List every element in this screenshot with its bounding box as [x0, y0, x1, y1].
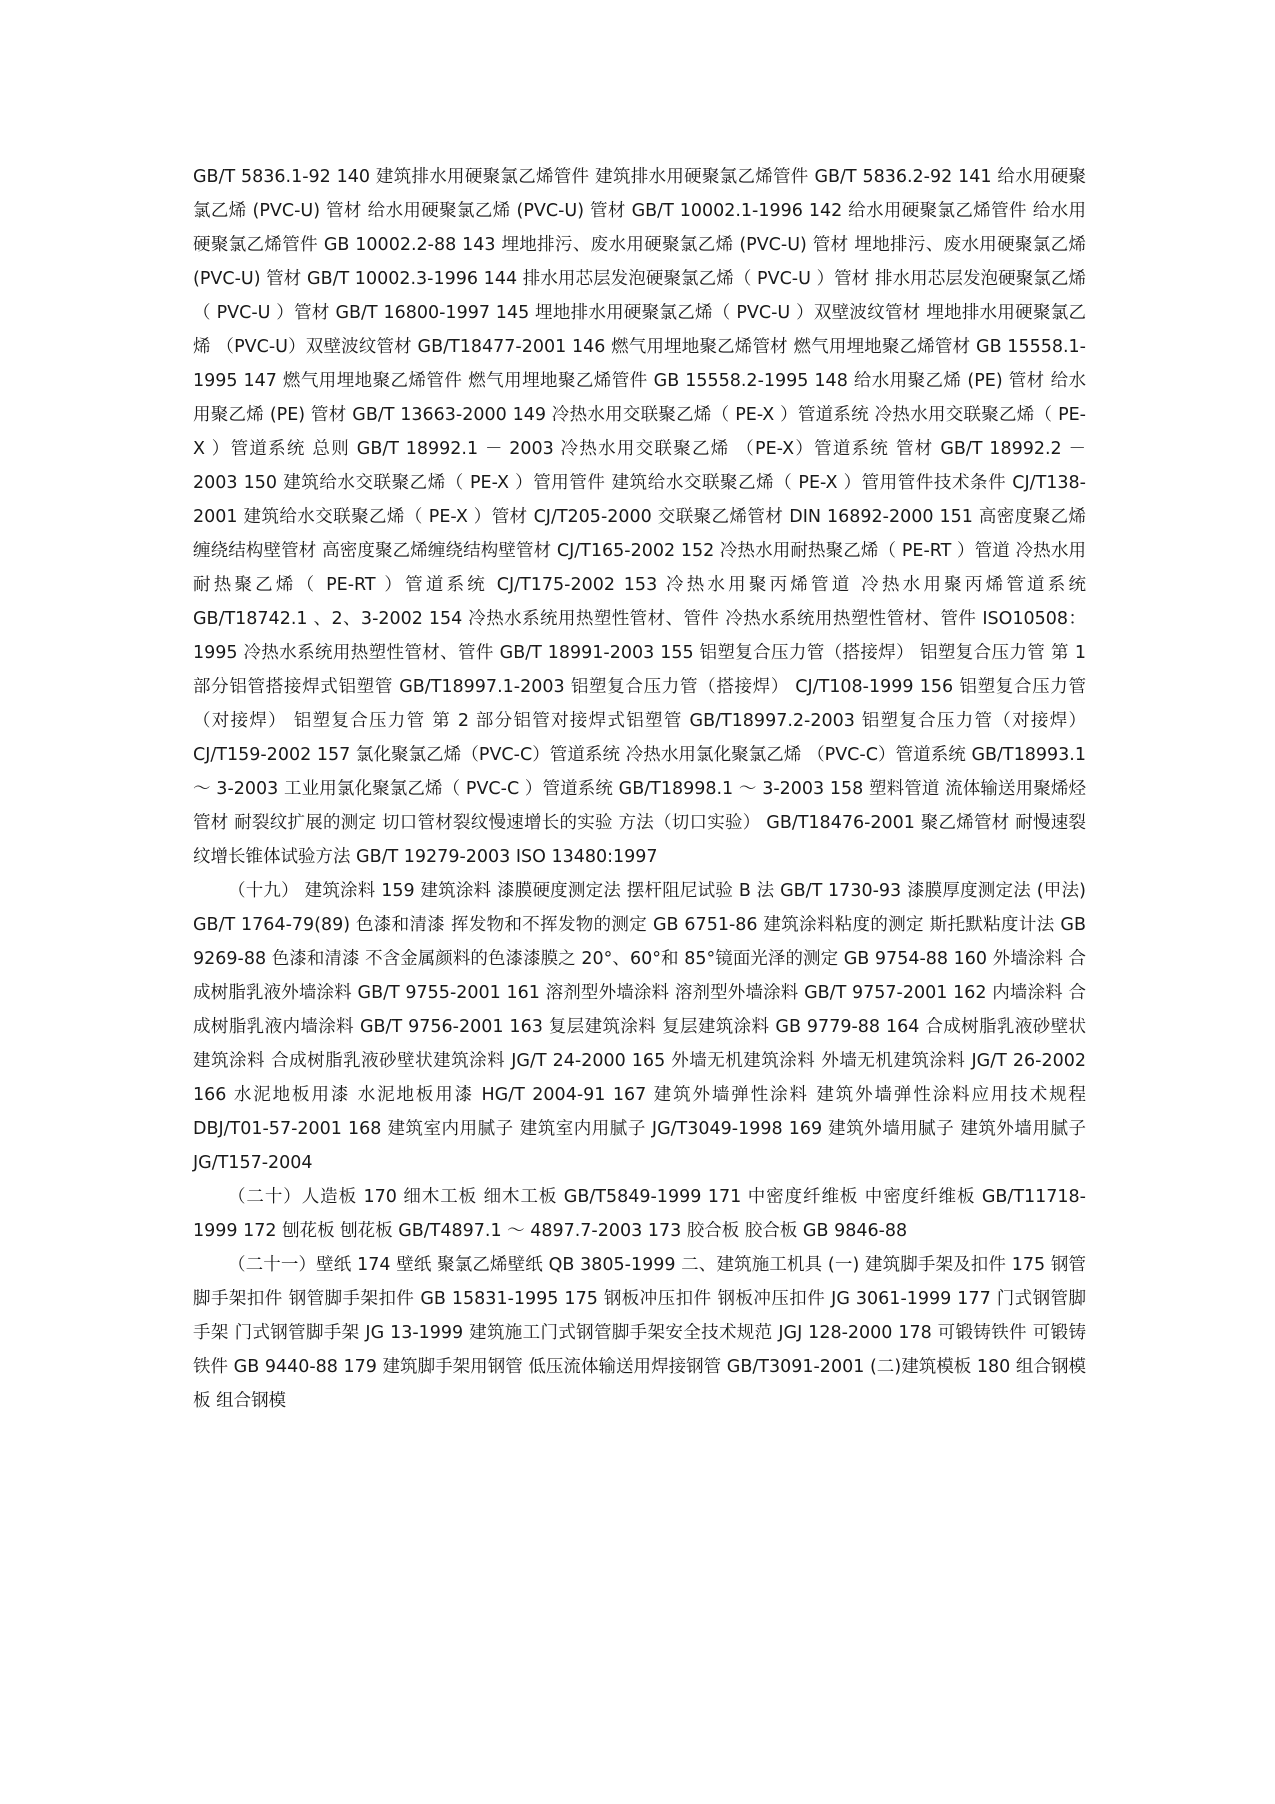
paragraph-pipes: GB/T 5836.1-92 140 建筑排水用硬聚氯乙烯管件 建筑排水用硬聚氯乙烯管件 GB/T 5836.2-92 141 给水用硬聚氯乙烯 (PVC-U) 管材 给水用硬聚氯乙烯 (PVC-U) 管材 GB/T 10002.1-1996 142 给水用硬聚氯乙烯管件 给水用硬聚氯乙烯管件 GB 10002.2-88 143 埋地排污、废水用硬聚氯乙烯 (PVC-U) 管材 埋地排污、废水用硬聚氯乙烯 (PVC-U) 管材 GB/T 10002.3-1996 144 排水用芯层发泡硬聚氯乙烯（ PVC-U ）管材 排水用芯层发泡硬聚氯乙烯（ PVC-U ）管材 GB/T 16800-1997 145 埋地排水用硬聚氯乙烯（ PVC-U ）双壁波纹管材 埋地排水用硬聚氯乙烯 （PVC-U）双壁波纹管材 GB/T18477-2001 146 燃气用埋地聚乙烯管材 燃气用埋地聚乙烯管材 GB 15558.1-1995 147 燃气用埋地聚乙烯管件 燃气用埋地聚乙烯管件 GB 15558.2-1995 148 给水用聚乙烯 (PE) 管材 给水用聚乙烯 (PE) 管材 GB/T 13663-2000 149 冷热水用交联聚乙烯（ PE-X ）管道系统 冷热水用交联聚乙烯（ PE-X ）管道系统 总则 GB/T 18992.1 － 2003 冷热水用交联聚乙烯 （PE-X）管道系统 管材 GB/T 18992.2 － 2003 150 建筑给水交联聚乙烯（ PE-X ）管用管件 建筑给水交联聚乙烯（ PE-X ）管用管件技术条件 CJ/T138-2001 建筑给水交联聚乙烯（ PE-X ）管材 CJ/T205-2000 交联聚乙烯管材 DIN 16892-2000 151 高密度聚乙烯缠绕结构壁管材 高密度聚乙烯缠绕结构壁管材 CJ/T165-2002 152 冷热水用耐热聚乙烯（ PE-RT ）管道 冷热水用耐热聚乙烯（ PE-RT ）管道系统 CJ/T175-2002 153 冷热水用聚丙烯管道 冷热水用聚丙烯管道系统 GB/T18742.1 、2、3-2002 154 冷热水系统用热塑性管材、管件 冷热水系统用热塑性管材、管件 ISO10508：1995 冷热水系统用热塑性管材、管件 GB/T 18991-2003 155 铝塑复合压力管（搭接焊） 铝塑复合压力管 第 1 部分铝管搭接焊式铝塑管 GB/T18997.1-2003 铝塑复合压力管（搭接焊） CJ/T108-1999 156 铝塑复合压力管（对接焊） 铝塑复合压力管 第 2 部分铝管对接焊式铝塑管 GB/T18997.2-2003 铝塑复合压力管（对接焊） CJ/T159-2002 157 氯化聚氯乙烯（PVC-C）管道系统 冷热水用氯化聚氯乙烯 （PVC-C）管道系统 GB/T18993.1 ～ 3-2003 工业用氯化聚氯乙烯（ PVC-C ）管道系统 GB/T18998.1 ～ 3-2003 158 塑料管道 流体输送用聚烯烃管材 耐裂纹扩展的测定 切口管材裂纹慢速增长的实验 方法（切口实验） GB/T18476-2001 聚乙烯管材 耐慢速裂纹增长锥体试验方法 GB/T 19279-2003 ISO 13480:1997: [193, 167, 1086, 867]
document-page: [193, 160, 1086, 1418]
paragraph-wallpaper-tools: （二十一）壁纸 174 壁纸 聚氯乙烯壁纸 QB 3805-1999 二、建筑施工机具 (一) 建筑脚手架及扣件 175 钢管脚手架扣件 钢管脚手架扣件 GB 15831-1995 175 钢板冲压扣件 钢板冲压扣件 JG 3061-1999 177 门式钢管脚手架 门式钢管脚手架 JG 13-1999 建筑施工门式钢管脚手架安全技术规范 JGJ 128-2000 178 可锻铸铁件 可锻铸铁件 GB 9440-88 179 建筑脚手架用钢管 低压流体输送用焊接钢管 GB/T3091-2001 (二)建筑模板 180 组合钢模板 组合钢模: [193, 1255, 1086, 1411]
paragraph-wood-panels: （二十）人造板 170 细木工板 细木工板 GB/T5849-1999 171 中密度纤维板 中密度纤维板 GB/T11718-1999 172 刨花板 刨花板 GB/T4897.1 ～ 4897.7-2003 173 胶合板 胶合板 GB 9846-88: [193, 1187, 1086, 1241]
paragraph-coatings: （十九） 建筑涂料 159 建筑涂料 漆膜硬度测定法 摆杆阻尼试验 B 法 GB/T 1730-93 漆膜厚度测定法 (甲法) GB/T 1764-79(89) 色漆和清漆 挥发物和不挥发物的测定 GB 6751-86 建筑涂料粘度的测定 斯托默粘度计法 GB 9269-88 色漆和清漆 不含金属颜料的色漆漆膜之 20°、60°和 85°镜面光泽的测定 GB 9754-88 160 外墙涂料 合成树脂乳液外墙涂料 GB/T 9755-2001 161 溶剂型外墙涂料 溶剂型外墙涂料 GB/T 9757-2001 162 内墙涂料 合成树脂乳液内墙涂料 GB/T 9756-2001 163 复层建筑涂料 复层建筑涂料 GB 9779-88 164 合成树脂乳液砂壁状建筑涂料 合成树脂乳液砂壁状建筑涂料 JG/T 24-2000 165 外墙无机建筑涂料 外墙无机建筑涂料 JG/T 26-2002 166 水泥地板用漆 水泥地板用漆 HG/T 2004-91 167 建筑外墙弹性涂料 建筑外墙弹性涂料应用技术规程 DBJ/T01-57-2001 168 建筑室内用腻子 建筑室内用腻子 JG/T3049-1998 169 建筑外墙用腻子 建筑外墙用腻子 JG/T157-2004: [193, 881, 1086, 1173]
